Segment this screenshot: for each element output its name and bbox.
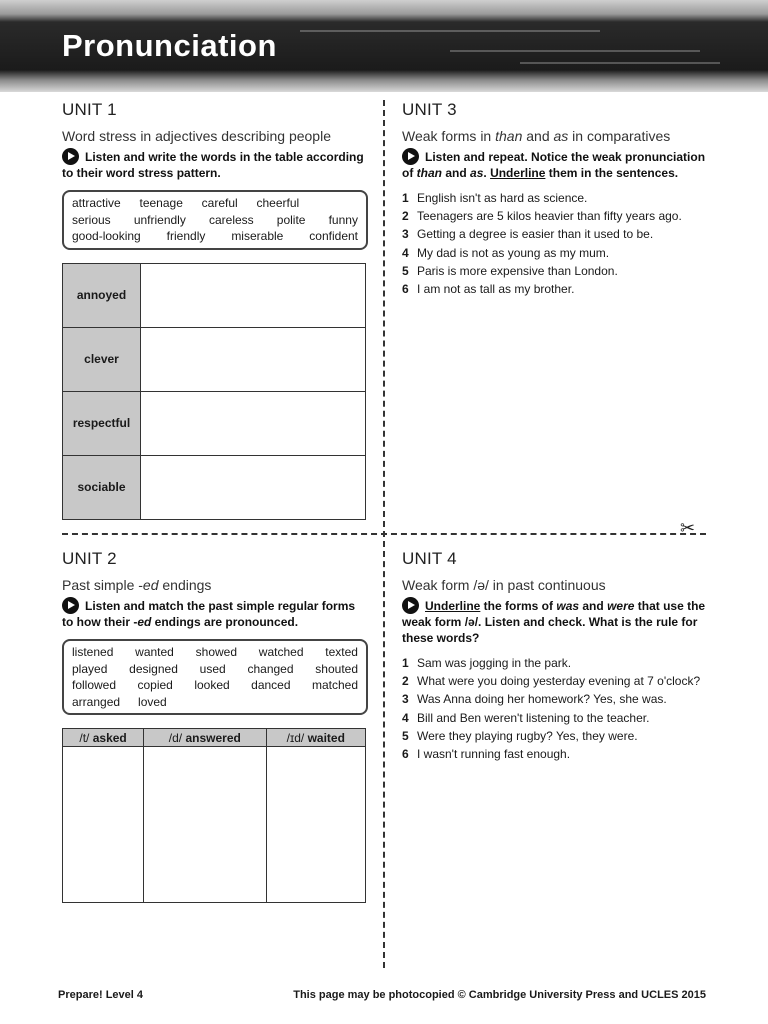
horizontal-cut-line — [62, 533, 706, 535]
list-item: 4 My dad is not as young as my mum. — [402, 245, 610, 260]
list-item: 1 English isn't as hard as science. — [402, 191, 588, 205]
unit4-section — [402, 549, 708, 763]
word-row — [72, 228, 358, 245]
unit3-instruction: Listen and repeat. Notice the weak pronunciation of than and as. Underline them in the sentences. — [402, 150, 706, 180]
list-item: 2 What were you doing yesterday evening at 7 o'clock? — [402, 674, 701, 689]
unit2-section — [62, 549, 368, 903]
answer-cell[interactable] — [144, 747, 266, 903]
unit2-instruction: Listen and match the past simple regular forms to how their -ed endings are pronounced. — [62, 599, 356, 629]
unit1-word-box — [62, 190, 368, 250]
list-item: 4 Bill and Ben weren't listening to the teacher. — [402, 710, 650, 725]
unit1-section — [62, 100, 368, 520]
unit1-title: UNIT 1 — [62, 100, 117, 119]
unit1-instruction — [62, 148, 368, 181]
table-row — [63, 747, 366, 903]
word-row: arranged loved — [72, 694, 167, 709]
list-item: 5 Paris is more expensive than London. — [402, 263, 618, 278]
unit1-instruction-text: Listen and write the words in the table according to their word stress pattern. — [62, 150, 364, 180]
word: teenage — [139, 196, 183, 210]
word: attractive — [72, 196, 121, 210]
answer-cell[interactable] — [141, 455, 366, 519]
unit4-sentence-list — [402, 654, 708, 763]
footer-copyright: This page may be photocopied © Cambridge University Press and UCLES 2015 — [293, 989, 706, 1001]
stress-pattern-label: clever — [63, 327, 141, 391]
table-row — [63, 391, 366, 455]
word: friendly — [166, 229, 206, 243]
unit2-ed-table — [62, 728, 366, 903]
word-row — [72, 195, 358, 212]
list-item: 1 Sam was jogging in the park. — [402, 656, 572, 670]
play-audio-icon[interactable] — [402, 597, 419, 614]
unit1-stress-table — [62, 263, 366, 520]
unit3-sentence-list — [402, 189, 708, 298]
unit1-subtitle: Word stress in adjectives describing people — [62, 128, 331, 144]
answer-cell[interactable] — [141, 327, 366, 391]
column-header-d: /d/ answered — [144, 729, 266, 747]
table-row — [63, 455, 366, 519]
unit3-section — [402, 100, 708, 298]
word: serious — [72, 212, 111, 227]
word: careless — [208, 212, 254, 227]
answer-cell[interactable] — [141, 391, 366, 455]
unit2-word-box — [62, 639, 368, 715]
word-row: played designed used changed shouted — [72, 661, 358, 676]
unit3-title: UNIT 3 — [402, 100, 457, 119]
list-item: 5 Were they playing rugby? Yes, they were. — [402, 728, 638, 743]
word: polite — [276, 212, 306, 227]
stress-pattern-label: sociable — [63, 455, 141, 519]
word-row — [72, 212, 358, 229]
word: careful — [201, 196, 238, 210]
stress-pattern-label: annoyed — [63, 263, 141, 327]
list-item: 2 Teenagers are 5 kilos heavier than fifty years ago. — [402, 209, 682, 224]
page-title: Pronunciation — [62, 28, 277, 63]
unit4-instruction: Underline the forms of was and were that use the weak form /ə/. Listen and check. What is the rule for these words? — [402, 599, 706, 645]
list-item: 6 I wasn't running fast enough. — [402, 747, 571, 762]
table-row — [63, 263, 366, 327]
unit4-title: UNIT 4 — [402, 549, 457, 568]
footer-level: Prepare! Level 4 — [58, 989, 143, 1001]
unit4-subtitle: Weak form /ə/ in past continuous — [402, 577, 606, 593]
word: funny — [328, 212, 358, 227]
column-header-t: /t/ asked — [63, 729, 144, 747]
answer-cell[interactable] — [266, 747, 365, 903]
stress-pattern-label: respectful — [63, 391, 141, 455]
play-audio-icon[interactable] — [62, 148, 79, 165]
play-audio-icon[interactable] — [402, 148, 419, 165]
play-audio-icon[interactable] — [62, 597, 79, 614]
unit2-title: UNIT 2 — [62, 549, 117, 568]
unit3-subtitle: Weak forms in than and as in comparatives — [402, 128, 671, 144]
word-row: followed copied looked danced matched — [72, 678, 358, 692]
header-banner — [0, 0, 768, 92]
table-header-row — [63, 729, 366, 747]
unit2-subtitle: Past simple -ed endings — [62, 577, 212, 593]
list-item: 3 Was Anna doing her homework? Yes, she was. — [402, 692, 667, 707]
word: cheerful — [256, 196, 300, 210]
word-row: listened wanted showed watched texted — [72, 645, 358, 659]
word: confident — [309, 229, 358, 243]
word: unfriendly — [133, 212, 186, 227]
scissors-icon: ✂ — [680, 518, 696, 538]
answer-cell[interactable] — [63, 747, 144, 903]
answer-cell[interactable] — [141, 263, 366, 327]
word: miserable — [231, 229, 284, 243]
word: good-looking — [72, 229, 141, 243]
list-item: 6 I am not as tall as my brother. — [402, 282, 575, 297]
column-header-id: /ɪd/ waited — [266, 729, 365, 747]
list-item: 3 Getting a degree is easier than it used to be. — [402, 227, 654, 242]
table-row — [63, 327, 366, 391]
